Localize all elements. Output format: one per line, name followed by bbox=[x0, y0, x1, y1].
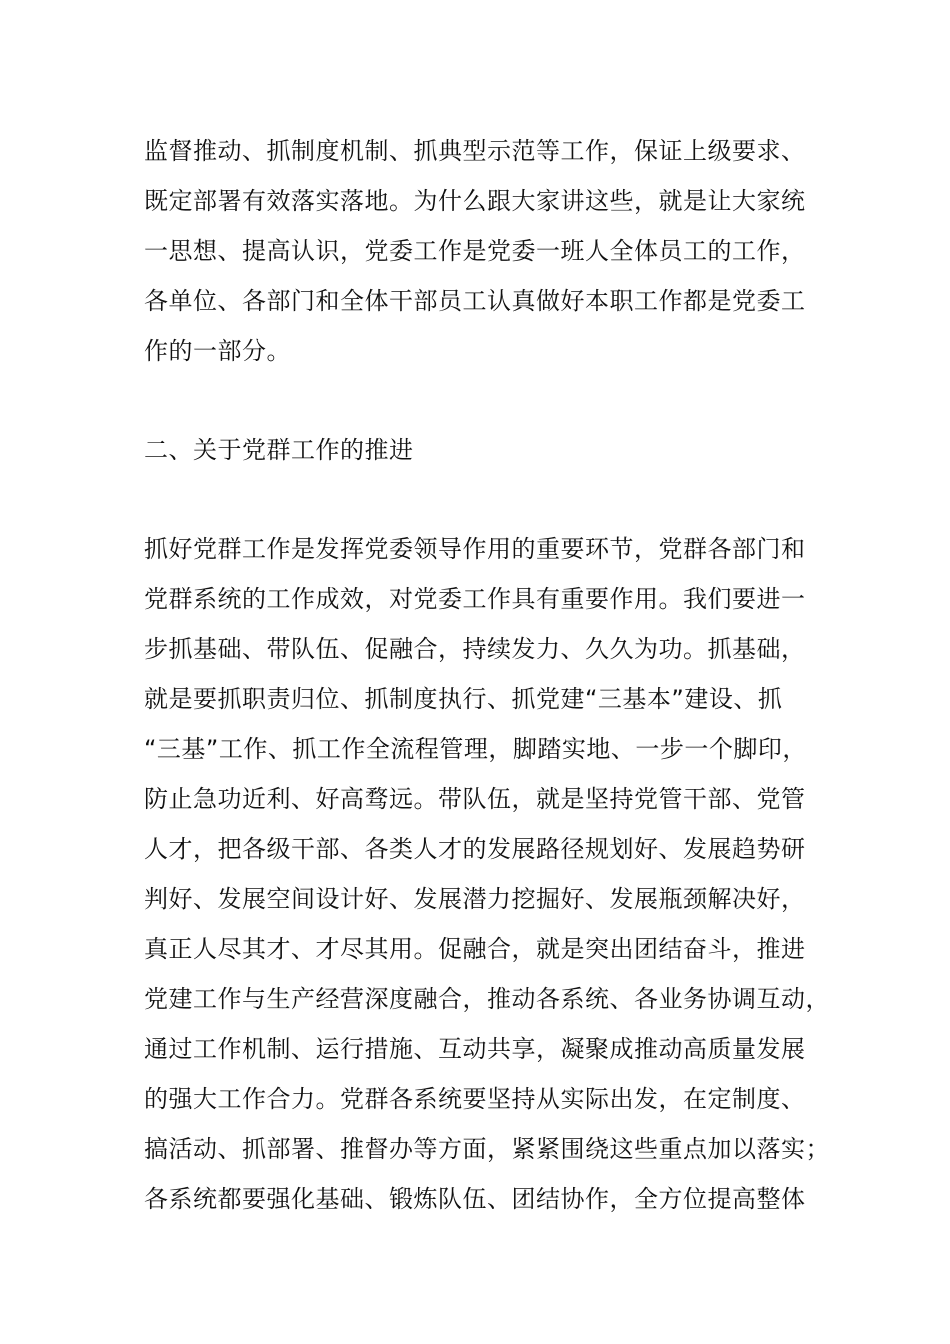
text-line: “三基”工作、抓工作全流程管理，脚踏实地、一步一个脚印， bbox=[144, 735, 807, 763]
text-line: 就是要抓职责归位、抓制度执行、抓党建“三基本”建设、抓 bbox=[144, 685, 783, 713]
text-line: 党建工作与生产经营深度融合，推动各系统、各业务协调互动， bbox=[144, 985, 830, 1013]
text-line: 防止急功近利、好高骛远。带队伍，就是坚持党管干部、党管 bbox=[144, 785, 806, 813]
text-line: 抓好党群工作是发挥党委领导作用的重要环节，党群各部门和 bbox=[144, 535, 806, 563]
paragraph-2 bbox=[144, 524, 830, 1224]
text-line: 真正人尽其才、才尽其用。促融合，就是突出团结奋斗，推进 bbox=[144, 935, 806, 963]
text-line: 的强大工作合力。党群各系统要坚持从实际出发，在定制度、 bbox=[144, 1085, 806, 1113]
text-line: 人才，把各级干部、各类人才的发展路径规划好、发展趋势研 bbox=[144, 835, 806, 863]
text-line: 通过工作机制、运行措施、互动共享，凝聚成推动高质量发展 bbox=[144, 1035, 806, 1063]
text-line: 判好、发展空间设计好、发展潜力挖掘好、发展瓶颈解决好， bbox=[144, 885, 806, 913]
text-line: 各系统都要强化基础、锻炼队伍、团结协作，全方位提高整体 bbox=[144, 1185, 806, 1213]
text-line: 一思想、提高认识，党委工作是党委一班人全体员工的工作， bbox=[144, 237, 806, 265]
text-line: 监督推动、抓制度机制、抓典型示范等工作，保证上级要求、 bbox=[144, 137, 806, 165]
text-line: 党群系统的工作成效，对党委工作具有重要作用。我们要进一 bbox=[144, 585, 806, 613]
section-heading bbox=[144, 425, 824, 475]
paragraph-1 bbox=[144, 126, 824, 376]
text-line: 搞活动、抓部署、推督办等方面，紧紧围绕这些重点加以落实； bbox=[144, 1135, 830, 1163]
text-line: 作的一部分。 bbox=[144, 337, 291, 365]
section-heading-text: 二、关于党群工作的推进 bbox=[144, 436, 414, 464]
text-line: 既定部署有效落实落地。为什么跟大家讲这些，就是让大家统 bbox=[144, 187, 806, 215]
text-line: 各单位、各部门和全体干部员工认真做好本职工作都是党委工 bbox=[144, 287, 806, 315]
text-line: 步抓基础、带队伍、促融合，持续发力、久久为功。抓基础， bbox=[144, 635, 806, 663]
